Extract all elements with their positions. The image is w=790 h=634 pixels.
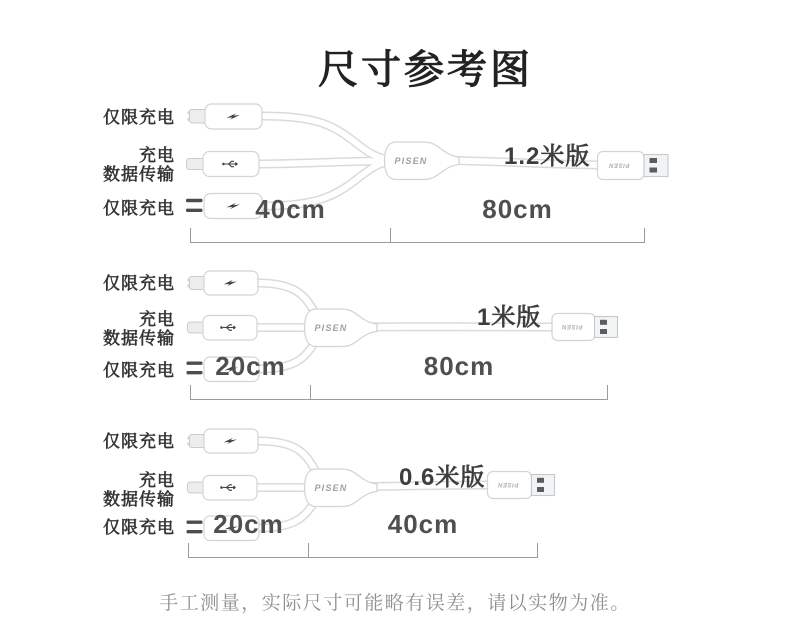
segment-20cm bbox=[188, 509, 308, 558]
usb-a-connector bbox=[488, 472, 555, 499]
usb-a-connector bbox=[552, 314, 618, 341]
charge-only-label-bottom: 仅限充电 bbox=[103, 199, 175, 218]
charge-data-line2: 数据传输 bbox=[103, 490, 175, 509]
micro-usb-connector bbox=[188, 429, 259, 453]
charge-data-line1: 充电 bbox=[139, 471, 175, 490]
segment-40cm bbox=[190, 194, 390, 243]
lightning-connector bbox=[188, 476, 258, 501]
charge-data-line2: 数据传输 bbox=[103, 329, 175, 348]
measurement-bracket-2 bbox=[190, 351, 608, 400]
version-label-1m: 1米版 bbox=[477, 304, 542, 331]
segment-80cm bbox=[310, 351, 608, 400]
charge-data-line2: 数据传输 bbox=[103, 165, 175, 184]
charge-data-label bbox=[58, 310, 175, 348]
charge-only-label-top: 仅限充电 bbox=[103, 108, 175, 127]
charge-only-label-bottom: 仅限充电 bbox=[103, 361, 175, 380]
segment-40cm bbox=[308, 509, 538, 558]
charge-data-line1: 充电 bbox=[139, 146, 175, 165]
charge-data-line1: 充电 bbox=[139, 310, 175, 329]
micro-usb-connector bbox=[188, 271, 259, 295]
measure-label: 40cm bbox=[255, 194, 326, 224]
version-label-1.2m: 1.2米版 bbox=[504, 143, 591, 170]
usb-a-connector bbox=[598, 152, 669, 180]
splitter-brand-text: PISEN bbox=[394, 156, 428, 166]
splitter-brand-text: PISEN bbox=[314, 483, 348, 493]
lightning-connector bbox=[187, 152, 260, 177]
splitter-hub bbox=[385, 142, 460, 180]
charge-data-label bbox=[58, 471, 175, 509]
charge-only-label-top: 仅限充电 bbox=[103, 274, 175, 293]
measure-label: 20cm bbox=[215, 351, 286, 381]
splitter-brand-text: PISEN bbox=[314, 323, 348, 333]
segment-80cm bbox=[390, 194, 645, 243]
charge-only-label-bottom: 仅限充电 bbox=[103, 518, 175, 537]
plug-brand-text: PISEN bbox=[561, 323, 583, 329]
plug-brand-text: PISEN bbox=[497, 481, 519, 487]
micro-usb-connector bbox=[188, 104, 263, 129]
measure-label: 20cm bbox=[213, 509, 284, 539]
measure-label: 40cm bbox=[387, 509, 459, 539]
plug-brand-text: PISEN bbox=[608, 161, 630, 168]
lightning-connector bbox=[188, 316, 258, 341]
page-title: 尺寸参考图 bbox=[318, 48, 533, 92]
measure-label: 80cm bbox=[423, 351, 495, 381]
splitter-hub bbox=[305, 469, 378, 507]
measure-label: 80cm bbox=[482, 194, 553, 224]
measurement-bracket-1 bbox=[190, 194, 645, 243]
splitter-hub bbox=[305, 309, 378, 347]
disclaimer-text: 手工测量，实际尺寸可能略有误差，请以实物为准。 bbox=[159, 593, 631, 614]
version-label-0.6m: 0.6米版 bbox=[399, 464, 486, 491]
charge-only-label-top: 仅限充电 bbox=[103, 432, 175, 451]
segment-20cm bbox=[190, 351, 310, 400]
measurement-bracket-3 bbox=[188, 509, 538, 558]
charge-data-label bbox=[58, 146, 175, 184]
